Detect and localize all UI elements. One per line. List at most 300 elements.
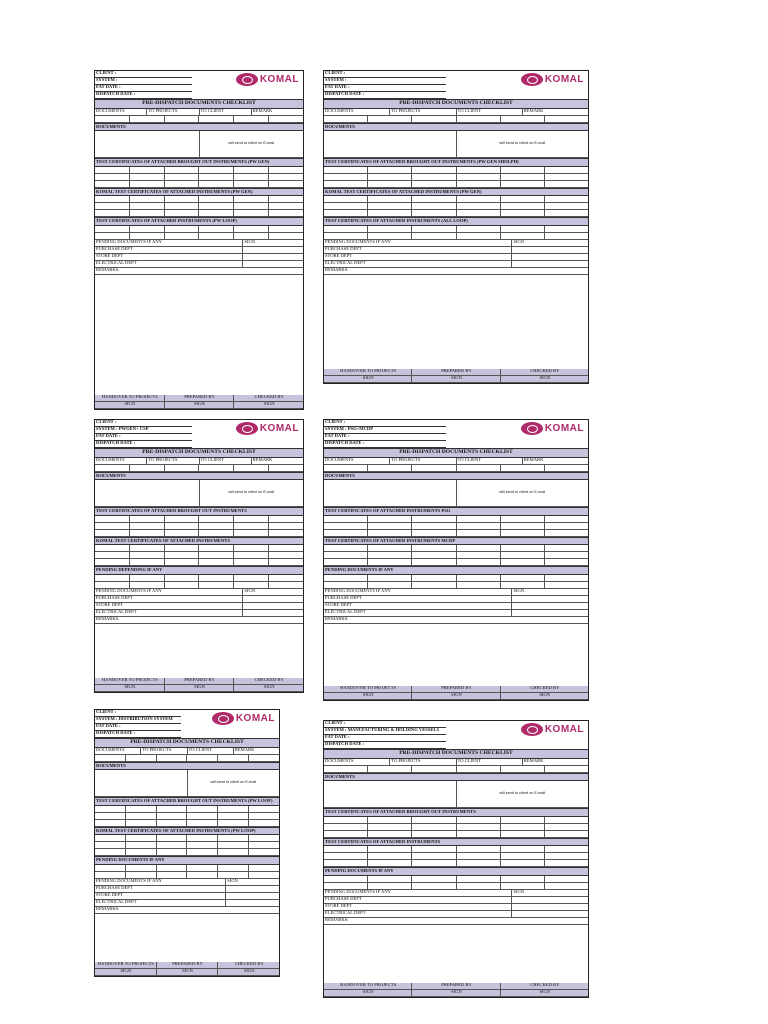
cell xyxy=(457,831,501,837)
cell: REMARKS: xyxy=(96,616,120,621)
komal-logo-icon xyxy=(521,73,543,86)
cell xyxy=(368,853,412,859)
cell xyxy=(218,842,249,848)
cell xyxy=(95,813,126,819)
cell xyxy=(187,835,218,841)
cell xyxy=(234,116,269,122)
cell xyxy=(545,582,588,588)
section-komal-test: KOMAL TEST CERTIFICATES OF ATTACHED INSTRUMENTS (PW GEN) xyxy=(95,188,303,197)
cell xyxy=(457,181,501,187)
system-field: SYSTEM : DISTRIBUTION SYSTEM xyxy=(95,717,181,724)
blank-row xyxy=(95,806,279,813)
cell: CHECKED BY xyxy=(530,686,560,690)
blank-row xyxy=(95,465,303,472)
cell: HANDOVER TO PROJECTS xyxy=(324,983,412,989)
cell xyxy=(218,755,249,761)
cell: STORE DEPT xyxy=(324,254,512,260)
cell xyxy=(130,116,165,122)
cell xyxy=(199,545,234,551)
store-row xyxy=(95,254,303,261)
checklist-sheet xyxy=(94,419,304,693)
cell xyxy=(249,755,279,761)
cell xyxy=(95,196,130,202)
cell: SIGN xyxy=(513,588,525,593)
cell xyxy=(412,530,456,536)
cell xyxy=(545,831,588,837)
cell xyxy=(130,210,165,216)
cell xyxy=(457,516,501,522)
cell xyxy=(501,846,545,852)
blank-row xyxy=(324,552,588,559)
cell xyxy=(249,849,279,855)
cell: CHECKED BY xyxy=(254,678,284,682)
blank-row xyxy=(324,766,588,773)
cell xyxy=(457,465,501,471)
blank-row xyxy=(95,552,303,559)
sheet-header xyxy=(95,710,279,738)
documents-header-row xyxy=(324,109,588,116)
cell xyxy=(368,552,412,558)
fat-date-field: FAT DATE : xyxy=(324,434,446,441)
footer-sign-row xyxy=(95,969,279,976)
cell xyxy=(269,203,303,209)
blank-row xyxy=(324,545,588,552)
cell: SIGN xyxy=(539,693,551,697)
checklist-title: PRE-DISPATCH DOCUMENTS CHECKLIST xyxy=(324,448,588,458)
cell xyxy=(368,876,412,882)
cell: REMARK xyxy=(523,108,544,113)
cell xyxy=(412,545,456,551)
footer-sign-row xyxy=(95,685,303,692)
pending-header-row xyxy=(95,589,303,596)
cell xyxy=(269,530,303,536)
blank-row xyxy=(95,181,303,188)
cell xyxy=(199,582,234,588)
cell xyxy=(457,196,501,202)
cell: REMARK xyxy=(523,457,544,462)
cell xyxy=(234,181,269,187)
cell xyxy=(412,817,456,823)
komal-logo-icon xyxy=(521,723,543,736)
cell xyxy=(501,824,545,830)
cell xyxy=(545,552,588,558)
system-field: SYSTEM : PWGEN+ CSP xyxy=(95,427,192,434)
cell: PURCHASE DEPT xyxy=(324,247,512,253)
store-row xyxy=(324,254,588,261)
blank-row xyxy=(324,824,588,831)
cell xyxy=(412,766,456,772)
cell xyxy=(368,831,412,837)
cell xyxy=(501,181,545,187)
cell xyxy=(249,820,279,826)
remarks-row xyxy=(324,617,588,624)
cell xyxy=(457,860,501,866)
cell xyxy=(324,465,368,471)
cell xyxy=(545,226,588,232)
cell xyxy=(501,226,545,232)
blank-row xyxy=(324,233,588,240)
blank-row xyxy=(324,582,588,589)
client-field: CLIENT : xyxy=(324,420,446,427)
system-field: SYSTEM : MANUFACTURING & HOLDING VESSELS xyxy=(324,728,446,735)
cell xyxy=(243,247,303,253)
brand-name: KOMAL xyxy=(544,422,584,434)
cell xyxy=(501,167,545,173)
cell xyxy=(368,559,412,565)
cell xyxy=(412,831,456,837)
cell: PURCHASE DEPT xyxy=(324,897,512,903)
cell: REMARK xyxy=(523,758,544,763)
documents-section: DOCUMENTS xyxy=(324,472,588,481)
cell xyxy=(457,846,501,852)
cell xyxy=(412,167,456,173)
cell xyxy=(269,545,303,551)
footer-sign-row xyxy=(324,376,588,383)
cell xyxy=(126,842,157,848)
cell xyxy=(249,813,279,819)
cell: ELECTRICAL DEPT xyxy=(95,610,243,616)
cell xyxy=(95,233,130,239)
section-brought-out: TEST CERTIFICATES OF ATTACHED BROUGHT OUT INSTRUMENTS (PW LOOP) xyxy=(95,797,279,806)
cell: SIGN xyxy=(95,402,165,408)
cell: SIGN xyxy=(95,969,157,975)
fat-date-field: FAT DATE : xyxy=(95,85,192,92)
cell xyxy=(457,766,501,772)
cell: SIGN xyxy=(244,588,256,593)
cell xyxy=(368,465,412,471)
client-field: CLIENT : xyxy=(95,710,181,717)
cell xyxy=(187,872,218,878)
cell xyxy=(234,559,269,565)
cell xyxy=(126,806,157,812)
cell xyxy=(95,174,130,180)
komal-logo xyxy=(521,723,584,736)
cell xyxy=(368,233,412,239)
cell: SIGN xyxy=(324,990,412,996)
cell: SIGN xyxy=(243,969,255,973)
cell xyxy=(226,900,279,906)
cell xyxy=(165,226,200,232)
cell xyxy=(501,210,545,216)
cell xyxy=(457,226,501,232)
cell: CHECKED BY xyxy=(530,369,560,373)
checklist-sheet xyxy=(323,70,589,384)
email-documents-block xyxy=(95,131,303,158)
cell xyxy=(130,167,165,173)
sheet-footer xyxy=(324,686,588,700)
cell xyxy=(412,203,456,209)
cell: DOCUMENTS xyxy=(95,109,147,115)
cell xyxy=(501,465,545,471)
blank-row xyxy=(95,530,303,537)
cell xyxy=(324,203,368,209)
fat-date-field: FAT DATE : xyxy=(95,434,192,441)
cell xyxy=(187,806,218,812)
section-brought-out: TEST CERTIFICATES OF ATTACHED BROUGHT OUT INSTRUMENTS (PW GEN) xyxy=(95,158,303,167)
komal-logo-icon xyxy=(236,73,258,86)
section-third: PENDING DEPENDING IF ANY xyxy=(95,566,303,575)
cell xyxy=(165,575,200,581)
checklist-sheet xyxy=(323,720,589,998)
cell xyxy=(226,893,279,899)
cell xyxy=(249,806,279,812)
blank-row xyxy=(95,203,303,210)
cell xyxy=(126,755,157,761)
komal-logo xyxy=(521,422,584,435)
cell xyxy=(457,210,501,216)
komal-logo-icon xyxy=(212,712,234,725)
cell xyxy=(457,116,501,122)
blank-row xyxy=(95,516,303,523)
cell xyxy=(165,181,200,187)
section-brought-out: TEST CERTIFICATES OF ATTACHED BROUGHT OUT INSTRUMENTS xyxy=(95,507,303,516)
cell xyxy=(501,831,545,837)
cell: SIGN xyxy=(165,685,235,691)
email-note: will send to client on E-mail xyxy=(499,141,546,146)
cell xyxy=(269,465,303,471)
cell xyxy=(165,116,200,122)
cell: SIGN xyxy=(244,239,256,244)
cell: REMARKS: xyxy=(96,906,120,911)
cell xyxy=(412,846,456,852)
cell: ELECTRICAL DEPT xyxy=(324,911,512,917)
cell xyxy=(157,813,188,819)
blank-row xyxy=(324,516,588,523)
blank-row xyxy=(324,226,588,233)
cell xyxy=(249,835,279,841)
cell xyxy=(457,883,501,889)
purchase-row xyxy=(324,897,588,904)
cell xyxy=(95,545,130,551)
cell xyxy=(512,610,588,616)
store-row xyxy=(324,603,588,610)
fat-date-field: FAT DATE : xyxy=(324,85,446,92)
blank-row xyxy=(95,820,279,827)
cell: PREPARED BY xyxy=(165,395,235,401)
cell xyxy=(95,582,130,588)
pending-block xyxy=(324,240,588,275)
blank-row xyxy=(324,817,588,824)
cell xyxy=(545,233,588,239)
brand-name: KOMAL xyxy=(544,73,584,85)
cell: ELECTRICAL DEPT xyxy=(324,261,512,267)
cell xyxy=(269,226,303,232)
cell xyxy=(199,167,234,173)
email-documents-block xyxy=(324,781,588,808)
cell xyxy=(234,552,269,558)
cell xyxy=(368,523,412,529)
blank-row xyxy=(324,181,588,188)
cell xyxy=(234,174,269,180)
cell xyxy=(130,552,165,558)
cell xyxy=(545,167,588,173)
doc-list xyxy=(95,131,200,157)
cell: PENDING DOCUMENTS IF ANY xyxy=(324,240,512,246)
cell: TO PROJECTS xyxy=(390,759,456,765)
cell: PREPARED BY xyxy=(412,686,500,692)
cell xyxy=(269,181,303,187)
cell xyxy=(249,842,279,848)
dispatch-date-field: DISPATCH DATE : xyxy=(324,441,446,448)
cell xyxy=(412,181,456,187)
cell xyxy=(368,824,412,830)
blank-row xyxy=(95,575,303,582)
cell xyxy=(412,860,456,866)
cell xyxy=(545,545,588,551)
store-row xyxy=(95,603,303,610)
cell: STORE DEPT xyxy=(95,603,243,609)
blank-row xyxy=(95,196,303,203)
pending-block xyxy=(324,890,588,925)
cell: TO PROJECTS xyxy=(390,109,456,115)
blank-row xyxy=(324,575,588,582)
doc-list xyxy=(95,480,200,506)
cell xyxy=(234,167,269,173)
blank-row xyxy=(324,203,588,210)
cell xyxy=(269,516,303,522)
cell xyxy=(324,530,368,536)
cell xyxy=(368,196,412,202)
cell xyxy=(234,210,269,216)
cell xyxy=(412,516,456,522)
sheet-footer xyxy=(95,395,303,409)
email-note: will send to client on E-mail xyxy=(228,490,275,495)
cell xyxy=(501,559,545,565)
cell xyxy=(269,523,303,529)
cell xyxy=(501,203,545,209)
cell xyxy=(324,545,368,551)
cell xyxy=(234,523,269,529)
blank-row xyxy=(95,835,279,842)
cell: PURCHASE DEPT xyxy=(95,247,243,253)
cell: ELECTRICAL DEPT xyxy=(324,610,512,616)
sheet-header xyxy=(324,71,588,99)
cell xyxy=(95,559,130,565)
blank-row xyxy=(95,233,303,240)
cell: PURCHASE DEPT xyxy=(324,596,512,602)
blank-row xyxy=(324,465,588,472)
cell xyxy=(199,575,234,581)
blank-row xyxy=(95,210,303,217)
cell xyxy=(457,582,501,588)
section-brought-out: TEST CERTIFICATES OF ATTACHED BROUGHT OUT INSTRUMENTS xyxy=(324,808,588,817)
cell xyxy=(234,575,269,581)
cell xyxy=(501,552,545,558)
cell xyxy=(95,516,130,522)
cell xyxy=(95,806,126,812)
cell xyxy=(130,465,165,471)
cell xyxy=(269,196,303,202)
section-brought-out: TEST CERTIFICATES OF ATTACHED BROUGHT OUT INSTRUMENTS (PW GEN SHOLPH) xyxy=(324,158,588,167)
cell xyxy=(324,174,368,180)
cell: DOCUMENTS xyxy=(95,748,141,754)
doc-list xyxy=(324,781,457,807)
email-documents-block xyxy=(324,131,588,158)
documents-section: DOCUMENTS xyxy=(324,773,588,782)
cell xyxy=(457,575,501,581)
komal-logo-icon xyxy=(236,422,258,435)
cell xyxy=(218,813,249,819)
cell xyxy=(130,174,165,180)
cell xyxy=(95,552,130,558)
cell xyxy=(324,116,368,122)
blank-row xyxy=(95,559,303,566)
pending-header-row xyxy=(95,879,279,886)
cell xyxy=(501,516,545,522)
cell xyxy=(130,196,165,202)
cell xyxy=(269,559,303,565)
cell xyxy=(457,174,501,180)
cell xyxy=(157,755,188,761)
cell xyxy=(457,523,501,529)
cell xyxy=(199,552,234,558)
cell: CHECKED BY xyxy=(234,962,264,966)
cell xyxy=(412,174,456,180)
cell: SIGN xyxy=(95,685,165,691)
cell xyxy=(95,465,130,471)
cell xyxy=(368,516,412,522)
cell xyxy=(501,523,545,529)
cell xyxy=(130,559,165,565)
blank-row xyxy=(324,853,588,860)
dispatch-date-field: DISPATCH DATE : xyxy=(324,92,446,99)
section-third: TEST CERTIFICATES OF ATTACHED INSTRUMENTS (ALL LOOP) xyxy=(324,217,588,226)
cell xyxy=(95,523,130,529)
cell xyxy=(457,559,501,565)
cell xyxy=(199,516,234,522)
cell xyxy=(165,174,200,180)
checklist-title: PRE-DISPATCH DOCUMENTS CHECKLIST xyxy=(324,99,588,109)
cell: SIGN xyxy=(513,239,525,244)
cell xyxy=(501,876,545,882)
client-field: CLIENT : xyxy=(324,721,446,728)
footer-roles-row xyxy=(324,983,588,990)
documents-section: DOCUMENTS xyxy=(95,472,303,481)
cell xyxy=(130,181,165,187)
cell xyxy=(545,817,588,823)
email-documents-block xyxy=(324,480,588,507)
cell: REMARKS: xyxy=(325,267,349,272)
cell xyxy=(130,226,165,232)
cell xyxy=(368,883,412,889)
cell xyxy=(199,181,234,187)
sheet-footer xyxy=(95,678,303,692)
cell xyxy=(324,831,368,837)
blank-row xyxy=(324,210,588,217)
cell xyxy=(457,552,501,558)
cell xyxy=(545,465,588,471)
footer-roles-row xyxy=(95,678,303,685)
cell xyxy=(130,545,165,551)
cell xyxy=(368,817,412,823)
cell xyxy=(324,523,368,529)
cell xyxy=(457,233,501,239)
cell xyxy=(412,582,456,588)
documents-section: DOCUMENTS xyxy=(95,123,303,132)
cell xyxy=(234,233,269,239)
cell: TO PROJECTS xyxy=(390,458,456,464)
cell xyxy=(324,196,368,202)
footer-sign-row xyxy=(324,990,588,997)
cell xyxy=(457,853,501,859)
cell: STORE DEPT xyxy=(95,254,243,260)
cell: TO CLIENT xyxy=(188,748,234,754)
checklist-sheet xyxy=(323,419,589,701)
cell xyxy=(165,210,200,216)
cell xyxy=(545,883,588,889)
cell xyxy=(501,853,545,859)
cell: PENDING DOCUMENTS IF ANY xyxy=(95,879,226,885)
